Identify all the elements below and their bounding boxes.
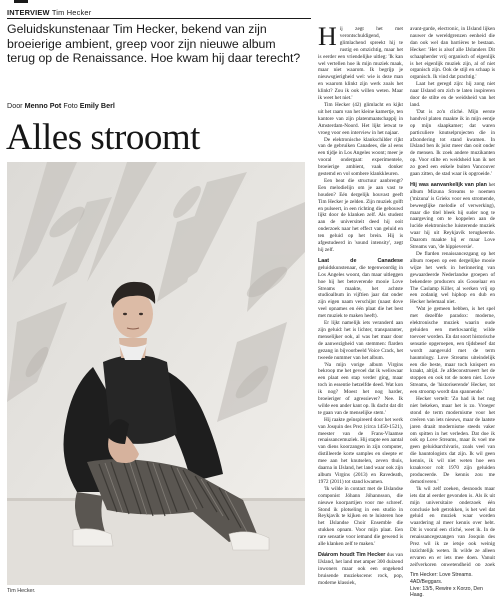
col1-closing: dus van IJsland, het land met amper 300 duizend inwoners maar ook een ongekend bruisende muziekscene: rock, pop, moderne klassiek,	[318, 551, 403, 586]
byline-foto-label: Foto	[63, 101, 78, 110]
kicker-rule	[7, 18, 311, 19]
col1-sub-para-3: 'Na mijn vorige album Virgins bekroop me het gevoel dat ik weliswaar een plaat een stap verder ging, maar toch in essentie hetzelfde deed. Wat kon ik nog? Moest het nog harder, broeieriger of agressiever? Nee. Ik wilde een ander kant op. Ik dacht dat dit te gaan van de menselijke stem.'	[318, 361, 403, 416]
headline: Alles stroomt	[6, 117, 200, 158]
col2-section-2	[410, 182, 495, 251]
col2-para-1: avant-garde, electronic, in IJsland lijken nauwer de wereldgrenzen eenheid die dan ook wel dan barrières te bestaan. Hecker: 'Het is alsof alle IJslanders Dit schaapherder vrij organisch of eigenlijk is het eigenlijk muziek zijn, al of niet organisch zijn. Ook de stijl en schaap is organisch. Ik vind dat prachtig.'	[410, 26, 495, 81]
section-kicker	[7, 8, 91, 17]
page-top-bar	[0, 0, 500, 5]
album-live-dates: Live: 13/5, Rewire x Korzo, Den Haag.	[410, 585, 483, 599]
col1-subhead-2: Dáárom houdt Tim Hecker	[318, 551, 386, 558]
article-photo	[7, 162, 305, 585]
col2-sub-para-2: De flarden renaissancezgang op het album roepen op een dergelijke mooie wijze het werk in herinnering van gewaardeerde Nederlandse groepen of bekendere producers als Gosselaar en The Caslamp Killer, al werken vrij op een zodanig wel hiphop en dub en Hecker helemaal niet.	[410, 251, 495, 306]
section-label: INTERVIEW	[7, 8, 50, 17]
photo-caption: Tim Hecker.	[7, 588, 36, 594]
col2-sub-para-4: Hecker vertelt: 'Zo had ik het nog niet bekeken, maar het is zo. Vroeger stond de term modernisme voor het creëren van iets nieuws, maar de laatste jaren draait modernisme steeds vaker om spitten in het verleden. Dat doe ik ook op Love Streams, maar ik voel me geen geluidsarchivaris, zoals veel van die hauntologists dat zijn. Ik wil geen kennis, ik wil niet weten hoe een kraakvoor rolt 1970 zijn geluiden produceerde. De kennis zou me demotiveren.'	[410, 396, 495, 485]
byline	[7, 101, 115, 110]
col1-sub-para-1: geluidskunstenaar, die tegenwoordig in Los Angeles woont, dan maar uitleggen hoe hij het betoverende mooie Love Streams maakte, het achtste studioalbum in vijftien jaar dat onder zijn eigen naam verschijnt (naast dove veel opnames en één plaat die het best met muziek te maken heeft).	[318, 264, 403, 320]
col1-para-2: Tim Hecker (42) glimlacht en kijkt uit het raam van het kleine kamertje, ten kantore van zijn platenmaatschappij in Amsterdam-Noord. Het lijkt ietwat te vroeg voor een interview in het najaar.	[318, 101, 403, 136]
article-column-1	[318, 26, 403, 598]
byline-author: Menno Pot	[24, 101, 62, 110]
drop-cap: H	[318, 26, 337, 51]
opening-paragraph	[318, 26, 403, 102]
album-info-box	[410, 572, 496, 599]
col2-para-3: 'Dat is zo'n cliché. Mijn eerste handvol platen maakte ik in mijn eentje op mijn slaapkamer; dat waren particuliere knutselprojecten die in afzondering tot stand kwamen. In IJsland ben ik juist meer dan ooit onder de mensen. Ik zoek andere muzikanten op. Voor stilte en weidsheid kan ik net zo goed een enkele buiten Vancouver gaan zitten, de stad waar ik opgroeide.'	[410, 108, 495, 178]
col2-sub-para-3: 'Wat je gemeen hebben, is het spel met dezelfde paradox: moderne, elektronische muziek waarin oude geluiden een merkwaardig wilde toevoer worden. En dat soort historische sensatie opgeroepen, een tijdsbesef dat wordt aangevuld met de term hauntology. Love Streams uiteindelijk een die beste, maar toch knispert en kraakt, altijd. Je afdeconstrueert het de stoppen en ook tot de noten niet. Love Streams, de 'historiserende' Hecker, tot een stroomp wordt dan spannende.'	[410, 306, 495, 396]
intro-lede: Geluidskunstenaar Tim Hecker, bekend van zijn broeierige ambient, greep voor zijn nieuwe album terug op de Renaissance. Hoe kwam hij daar terecht?	[7, 22, 301, 66]
col1-sub-para-4: Hij raakte geïnspireerd door het werk van Josquin des Prez (circa 1450-1521), meester van de Frans-Vlaamse renaissancemuziek. Hij stapte een aantal van diens koorzangen in zijn computer, distilleerde korte samples en sleepte er mee aan het knutselen, zeven thuis, daarna in IJsland, het land waar ook zijn album Virgins (2013) en Ravedeath, 1972 (2011) tot stand kwamen.	[318, 416, 403, 485]
album-label: 4AD/Beggars.	[410, 578, 443, 585]
col1-section-2	[318, 258, 403, 320]
col2-para-2: Laat het geregd zijn: hij zong niet naar IJsland om zich te laten inspireren door de stilte en de weidsheid van het land.	[410, 81, 495, 108]
col1-para-4: Een beat die structuur aanbrengt? Een melodielijn om je aan vast te houden? Eén dergelijk houvast geeft Tim Hecker je zelden. Zijn muziek golft en pulseert, in een richting die gebouwd lijkt door de klanken zelf. Als student aan de universiteit deed hij ooit onderzoek naar het effect van geluid en ten geluid op het brein. Hij is afgestudeerd in 'sound intensity', zegt hij zelf.	[318, 177, 403, 253]
col1-para-3: De elektronische klankschilder rijkt van de gebruiken Canadees, die al eens een tijdje in Los Angeles woont; meer je vooral ondergaat: experimentele, broeierige ambient, vaak donker gestemd en vol sombere klankkleuren.	[318, 136, 403, 178]
article-column-2	[410, 26, 495, 566]
col2-sub-para-5: 'Ik wil zelf zoeken, desnoods maar iets dat al eerder gevonden is. Als ik uit mijn universitaire onderzoek één conclusie heb getrokken, is het wel dat geluid en muziek waar worden waardering al meer kennis over hebt. Dit is vooral een cliché, weet ik. In de renaissancegezangen van Josquin des Prez wil ik ze ietsje ook weinig inzichtelijk weten. Ik wilde ze alleen ervaren en er iets mee doen. Vanuit zeifverkoren onwetendheid op zoek	[410, 485, 495, 566]
section-subject: Tim Hecker	[51, 8, 92, 17]
top-tick-mark	[14, 0, 28, 3]
byline-photographer: Emily Berl	[79, 101, 115, 110]
col1-sub-para-5: 'Ik wilde in contact met de IJslandse componist Jóhann Jóhannsson, die nieuwe koorpartijen voor me schreef. Stond ik plotseling in een studio in Reykjavík te kijken en te luisteren hoe het IJslandse Choir Ensemble die stukken opnam. Voor mijn plaat. Een rare sensatie voor iemand die gewend is alle klanken zelf te maken.'	[318, 485, 403, 548]
col2-sub-para-1: het album Mizuna Streams te noemen ('mizuna' is Grieks voor een stromende, beweeglijke melodie of verwerking), maar die titel bleek hij suder nog te naargeving om te koppelen aan de lucide elektronische luisterende muziek waar hij uit Reykjavík terugkeerde. Daarom maakte hij er maar Love Streams van, 'de hippieversie'.	[410, 181, 495, 251]
col1-sub-para-2: Er lijkt namelijk iets veranderd aan zijn geluid: het is lichter, transparanter, menselijker ook, al was het maar door de aanwezigheid van stemmen: flarden gezang in bijvoorbeeld Voice Crack, het tweede nummer van het album.	[318, 320, 403, 361]
col1-section-3	[318, 552, 403, 587]
col1-subhead-1: Laat de Canadese	[318, 257, 403, 264]
byline-door-label: Door	[7, 101, 23, 110]
col1-para-1: ij zegt het met verontschuldigend, glimlachend spreekt hij te rustig en omzichtig, maar het is eerder een vriendelijke uitleg: 'Ik kan wel vertellen hoe ik mijn muziek maak, maar niet waarom. Ik begrijp je nieuwsgierigheid wel: wie is deze man en waarom klinkt zijn werk zoals het klinkt? Zou ik ook willen weten. Maar ik weet het niet.'	[318, 26, 403, 102]
col2-subhead-1: Hij was aanvankelijk van plan	[410, 181, 487, 188]
album-artist-title: Tim Hecker: Love Streams.	[410, 572, 473, 578]
photo-illustration	[7, 162, 305, 585]
